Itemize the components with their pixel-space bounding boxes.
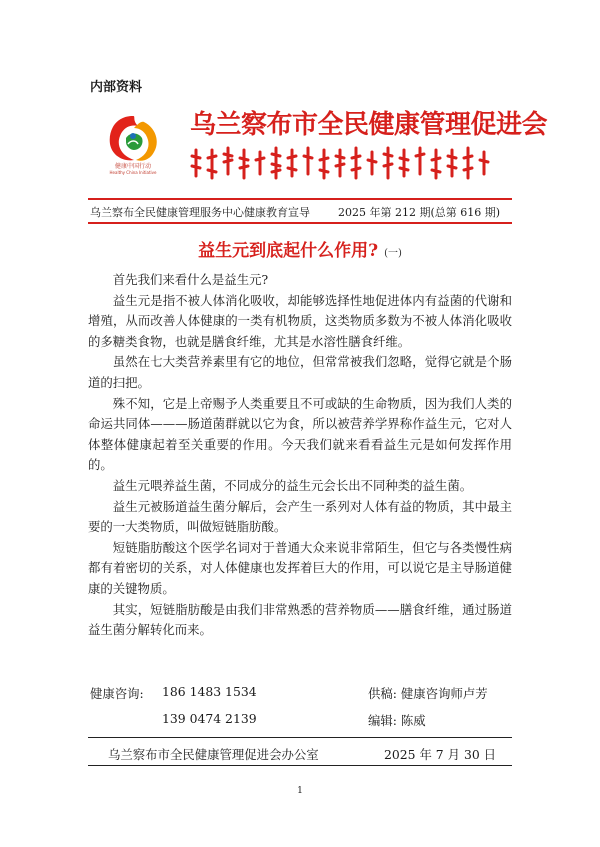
paragraph: 益生元喂养益生菌，不同成分的益生元会长出不同种类的益生菌。 xyxy=(112,477,473,493)
org-title: 乌兰察布市全民健康管理促进会 xyxy=(190,110,548,140)
article-body xyxy=(88,270,512,641)
logo-caption: 健康中国行动 xyxy=(114,163,151,170)
footer-rule-bottom xyxy=(88,765,512,766)
footer-rule-top xyxy=(88,737,512,738)
paragraph: 虽然在七大类营养素里有它的地位，但常常被我们忽略，觉得它就是个肠道的扫把。 xyxy=(88,354,512,390)
logo-caption-en: Healthy China Initiative xyxy=(109,170,157,175)
footer-office: 乌兰察布市全民健康管理促进会办公室 xyxy=(108,747,319,762)
paragraph: 益生元是指不被人体消化吸收，却能够选择性地促进体内有益菌的代谢和增殖，从而改善人体健康的一类有机物质，这类物质多数为不被人体消化吸收的多糖类食物，也就是膳食纤维，尤其是水溶性膳食纤维。 xyxy=(88,292,512,349)
internal-label: 内部资料 xyxy=(90,80,143,95)
paragraph: 其实，短链脂肪酸是由我们非常熟悉的营养物质——膳食纤维，通过肠道益生菌分解转化而来。 xyxy=(88,601,512,638)
paragraph: 殊不知，它是上帝赐予人类重要且不可或缺的生命物质，因为我们人类的命运共同体———肠道菌群就以它为食，所以被营养学界称作益生元，它对人体整体健康起着至关重要的作用。今天我们就来看看益生元是如何发挥作用的。 xyxy=(88,395,512,473)
contact-phone-1: 186 1483 1534 xyxy=(162,684,257,699)
footer-date: 2025 年 7 月 30 日 xyxy=(384,747,497,762)
paragraph: 益生元被肠道益生菌分解后，会产生一系列对人体有益的物质，其中最主要的一大类物质，叫做短链脂肪酸。 xyxy=(88,498,512,535)
article-title-text: 益生元到底起什么作用? xyxy=(198,241,379,261)
mongolian-script-title xyxy=(190,144,495,184)
issue-subtitle: 乌兰察布全民健康管理服务中心健康教育宣导 xyxy=(90,206,310,219)
issue-number: 2025 年第 212 期(总第 616 期) xyxy=(338,206,501,219)
article-title xyxy=(88,236,512,261)
paragraph: 首先我们来看什么是益生元? xyxy=(112,272,269,287)
article-title-suffix: (一) xyxy=(384,248,402,259)
contact-label: 健康咨询: xyxy=(90,686,144,701)
header-rule-top xyxy=(88,198,512,200)
editor: 编辑: 陈威 xyxy=(368,713,426,728)
page-number: 1 xyxy=(297,786,303,796)
header-rule-bottom xyxy=(88,222,512,224)
contact-phone-2: 139 0474 2139 xyxy=(162,711,257,726)
contributor: 供稿: 健康咨询师卢芳 xyxy=(368,686,488,701)
paragraph: 短链脂肪酸这个医学名词对于普通大众来说非常陌生，但它与各类慢性病都有着密切的关系，对人体健康也发挥着巨大的作用，可以说它是主导肠道健康的关键物质。 xyxy=(88,539,512,596)
